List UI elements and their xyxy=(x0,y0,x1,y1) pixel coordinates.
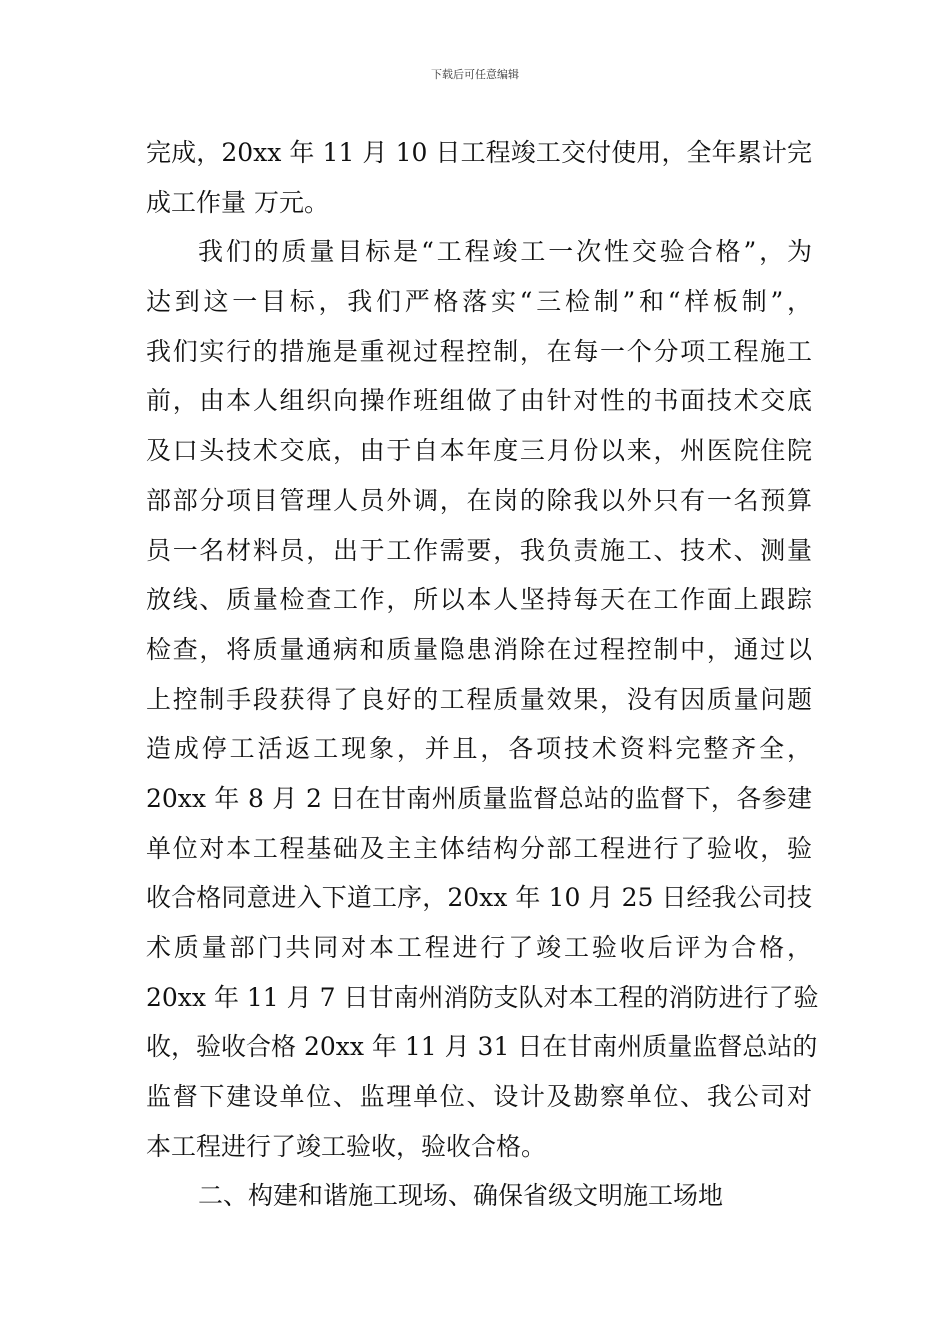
document-body xyxy=(146,128,819,1221)
paragraph-line: 本工程进行了竣工验收，验收合格。 xyxy=(146,1131,547,1161)
paragraph-line: 收，验收合格 20xx 年 11 月 31 日在甘南州质量监督总站的 xyxy=(146,1032,818,1062)
paragraph-line: 我们的质量目标是“工程竣工一次性交验合格”，为 xyxy=(198,237,812,267)
paragraph-line: 20xx 年 8 月 2 日在甘南州质量监督总站的监督下，各参建 xyxy=(146,783,812,813)
paragraph-line: 收合格同意进入下道工序，20xx 年 10 月 25 日经我公司技 xyxy=(146,883,812,913)
paragraph-line: 达到这一目标，我们严格落实“三检制”和“样板制”， xyxy=(146,287,812,317)
paragraph-line: 员一名材料员，出于工作需要，我负责施工、技术、测量 xyxy=(146,535,812,565)
paragraph-line: 完成，20xx 年 11 月 10 日工程竣工交付使用，全年累计完 xyxy=(146,138,812,167)
paragraph-line: 放线、质量检查工作，所以本人坚持每天在工作面上跟踪 xyxy=(146,585,812,615)
paragraph-line: 及口头技术交底，由于自本年度三月份以来，州医院住院 xyxy=(146,436,812,466)
paragraph-line: 上控制手段获得了良好的工程质量效果，没有因质量问题 xyxy=(146,684,812,714)
paragraph-line: 造成停工活返工现象，并且，各项技术资料完整齐全， xyxy=(146,734,812,764)
paragraph-line: 20xx 年 11 月 7 日甘南州消防支队对本工程的消防进行了验 xyxy=(146,982,819,1012)
paragraph-line: 成工作量 万元。 xyxy=(146,187,329,217)
paragraph-line: 前，由本人组织向操作班组做了由针对性的书面技术交底 xyxy=(146,386,812,416)
page-header: 下载后可任意编辑 xyxy=(431,68,519,81)
paragraph-line: 监督下建设单位、监理单位、设计及勘察单位、我公司对 xyxy=(146,1082,812,1112)
paragraph-line: 我们实行的措施是重视过程控制，在每一个分项工程施工 xyxy=(146,336,812,366)
paragraph-line: 术质量部门共同对本工程进行了竣工验收后评为合格， xyxy=(146,933,812,962)
paragraph-line: 部部分项目管理人员外调，在岗的除我以外只有一名预算 xyxy=(146,485,812,515)
paragraph-line: 单位对本工程基础及主主体结构分部工程进行了验收，验 xyxy=(146,833,812,863)
paragraph-line: 检查，将质量通病和质量隐患消除在过程控制中，通过以 xyxy=(146,634,812,664)
section-heading: 二、构建和谐施工现场、确保省级文明施工场地 xyxy=(198,1181,724,1211)
